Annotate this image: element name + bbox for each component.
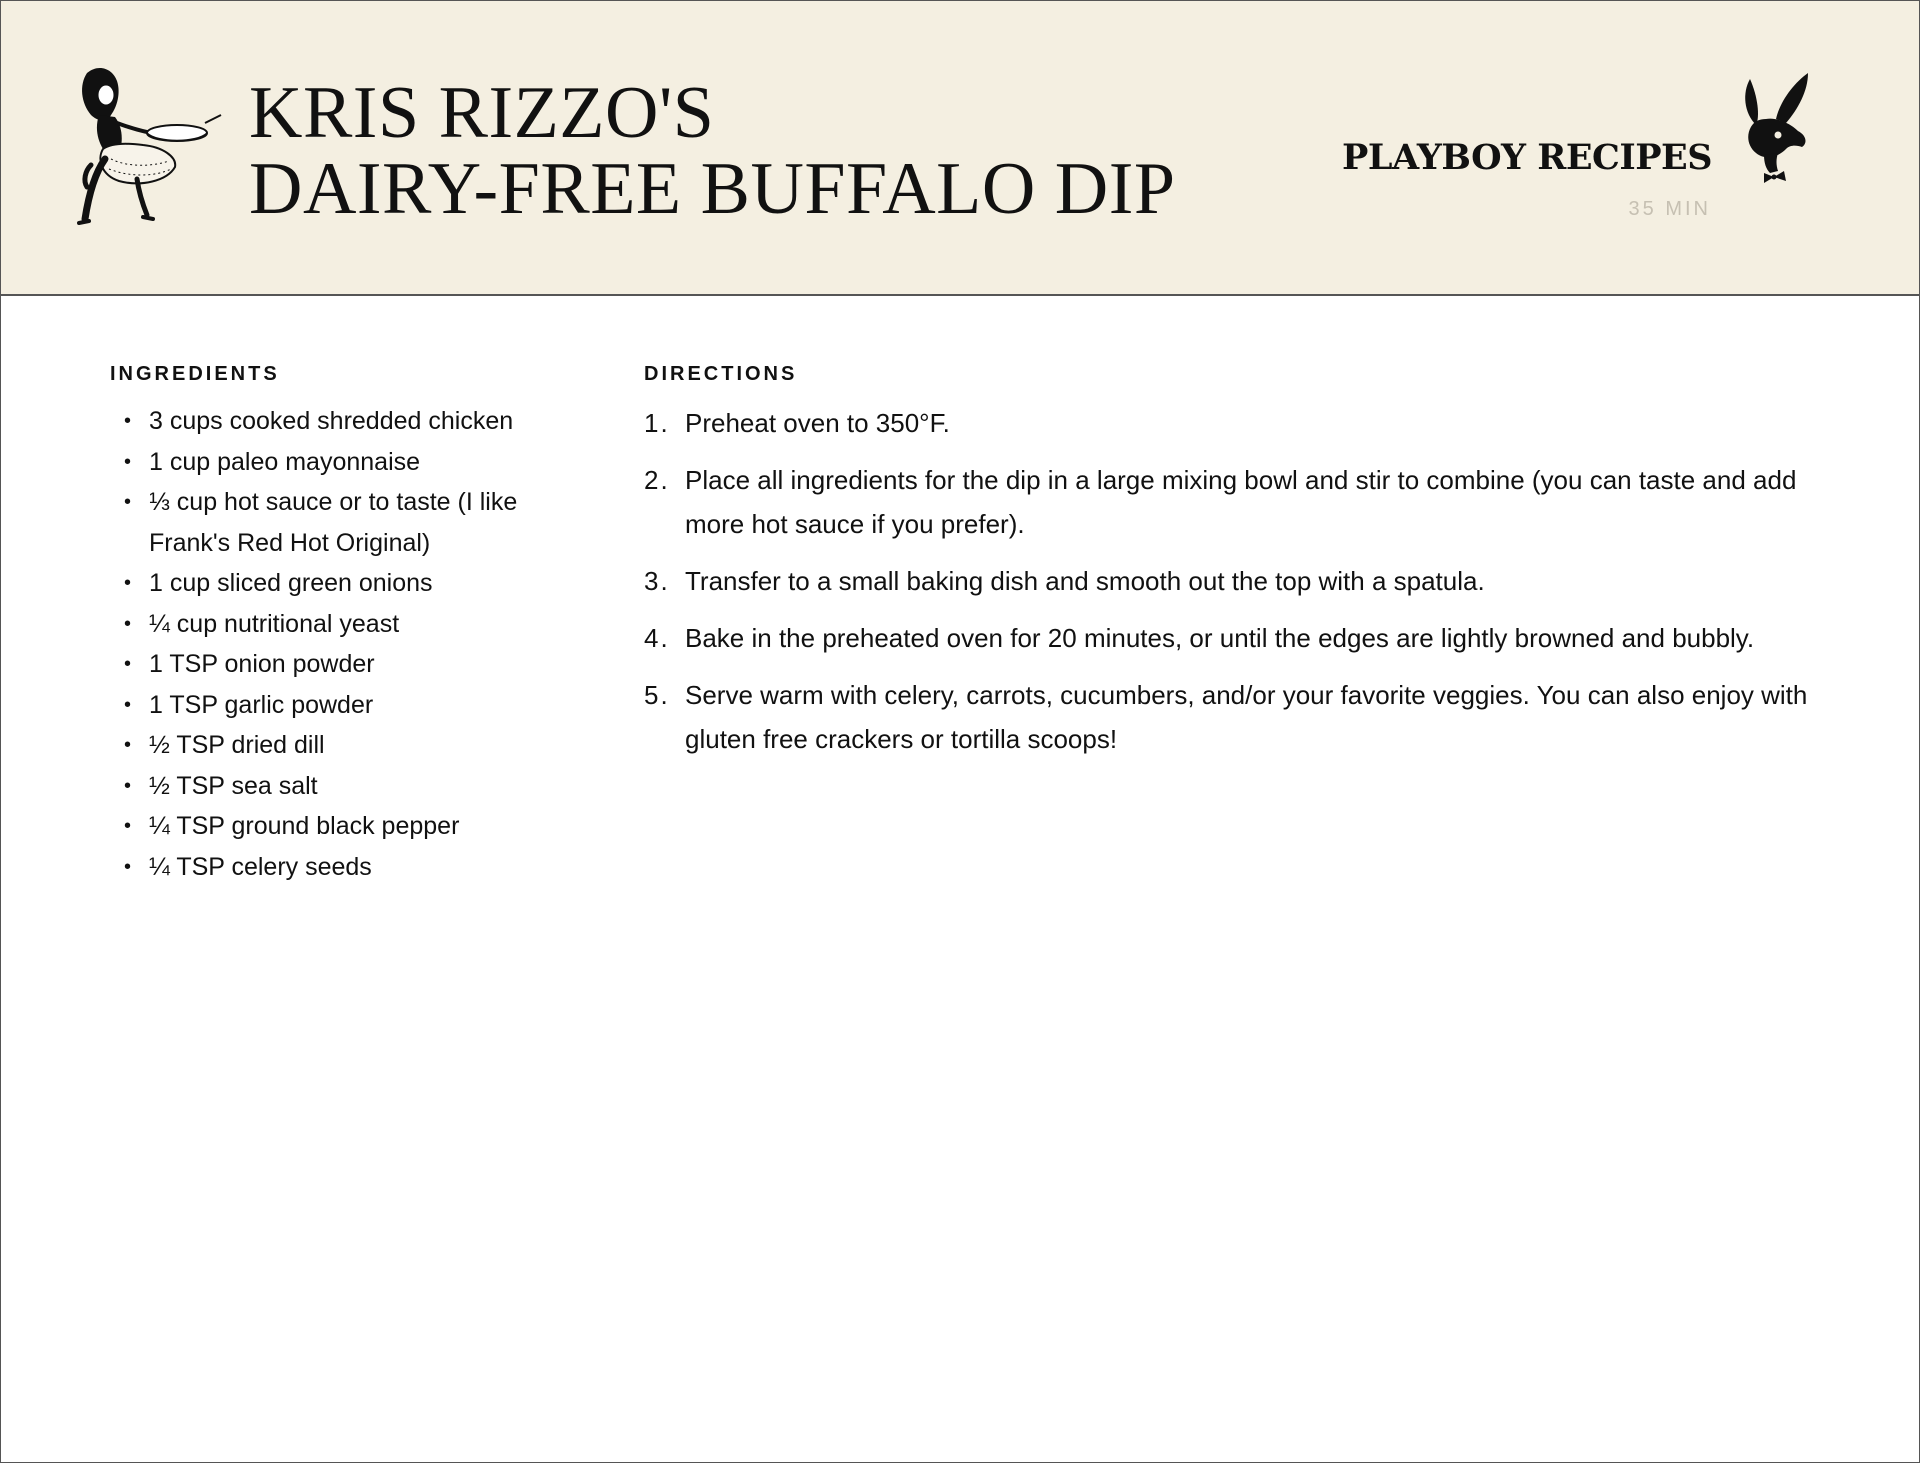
bullet-icon: •	[124, 653, 132, 675]
bullet-icon: •	[124, 612, 132, 635]
directions-section	[644, 363, 1814, 774]
recipe-title-line2: DAIRY-FREE BUFFALO DIP	[249, 148, 1176, 230]
recipe-header	[1, 1, 1919, 296]
direction-step	[644, 401, 1814, 445]
bullet-icon: •	[124, 734, 132, 756]
bullet-icon: •	[124, 450, 132, 473]
ingredient-text: ½ TSP sea salt	[149, 771, 318, 800]
bullet-icon: •	[124, 815, 132, 837]
ingredients-heading: INGREDIENTS	[110, 363, 280, 385]
directions-heading: DIRECTIONS	[644, 363, 798, 385]
step-number: 3.	[644, 566, 670, 596]
bullet-icon: •	[124, 855, 132, 878]
direction-step	[644, 616, 1814, 660]
ingredients-list	[110, 401, 570, 887]
ingredient-text: ¼ TSP ground black pepper	[149, 812, 460, 840]
ingredient-item	[110, 847, 570, 888]
bullet-icon: •	[124, 410, 132, 432]
ingredient-item	[110, 482, 570, 563]
ingredient-item	[110, 442, 570, 483]
ingredient-text: ¼ cup nutritional yeast	[149, 609, 400, 638]
prep-time: 35 MIN	[1628, 198, 1711, 220]
ingredient-item	[110, 766, 570, 807]
ingredient-item	[110, 725, 570, 766]
ingredient-text: 1 TSP onion powder	[149, 650, 375, 678]
ingredient-text: 1 TSP garlic powder	[149, 690, 374, 719]
ingredient-text: 1 cup paleo mayonnaise	[149, 447, 421, 476]
step-number: 4.	[644, 623, 670, 653]
recipe-title-line1: KRIS RIZZO'S	[249, 72, 715, 154]
direction-step	[644, 559, 1814, 603]
step-text: Place all ingredients for the dip in a large mixing bowl and stir to combine (you can taste and add more hot sauce if you prefer).	[685, 465, 1797, 539]
step-text: Bake in the preheated oven for 20 minutes, or until the edges are lightly browned and bubbly.	[685, 623, 1755, 653]
ingredient-item	[110, 644, 570, 685]
ingredient-item	[110, 806, 570, 847]
ingredient-item	[110, 401, 570, 442]
recipe-title	[249, 72, 1176, 230]
ingredient-text: 3 cups cooked shredded chicken	[149, 407, 514, 435]
brand-name: PLAYBOY RECIPES	[1342, 137, 1712, 178]
ingredient-item	[110, 685, 570, 726]
bunny-logo-icon	[1736, 73, 1816, 185]
direction-step	[644, 458, 1814, 546]
ingredient-text: ¼ TSP celery seeds	[149, 852, 372, 881]
bullet-icon: •	[124, 774, 132, 797]
ingredient-text: ⅓ cup hot sauce or to taste (I like Frank's Red Hot Original)	[149, 488, 518, 557]
ingredient-text: ½ TSP dried dill	[149, 731, 325, 759]
step-text: Preheat oven to 350°F.	[685, 408, 950, 438]
directions-list	[644, 401, 1814, 761]
step-number: 2.	[644, 465, 670, 495]
bullet-icon: •	[124, 693, 132, 716]
ingredient-text: 1 cup sliced green onions	[149, 569, 433, 597]
step-text: Transfer to a small baking dish and smooth out the top with a spatula.	[685, 566, 1485, 596]
ingredient-item	[110, 604, 570, 645]
bullet-icon: •	[124, 572, 132, 594]
pinup-illustration	[77, 63, 227, 233]
ingredient-item	[110, 563, 570, 604]
ingredients-section	[110, 363, 570, 887]
direction-step	[644, 673, 1814, 761]
step-number: 1.	[644, 408, 670, 438]
bullet-icon: •	[124, 491, 132, 513]
step-text: Serve warm with celery, carrots, cucumbers, and/or your favorite veggies. You can also enjoy with gluten free crackers or tortilla scoops!	[685, 680, 1808, 754]
step-number: 5.	[644, 680, 670, 710]
